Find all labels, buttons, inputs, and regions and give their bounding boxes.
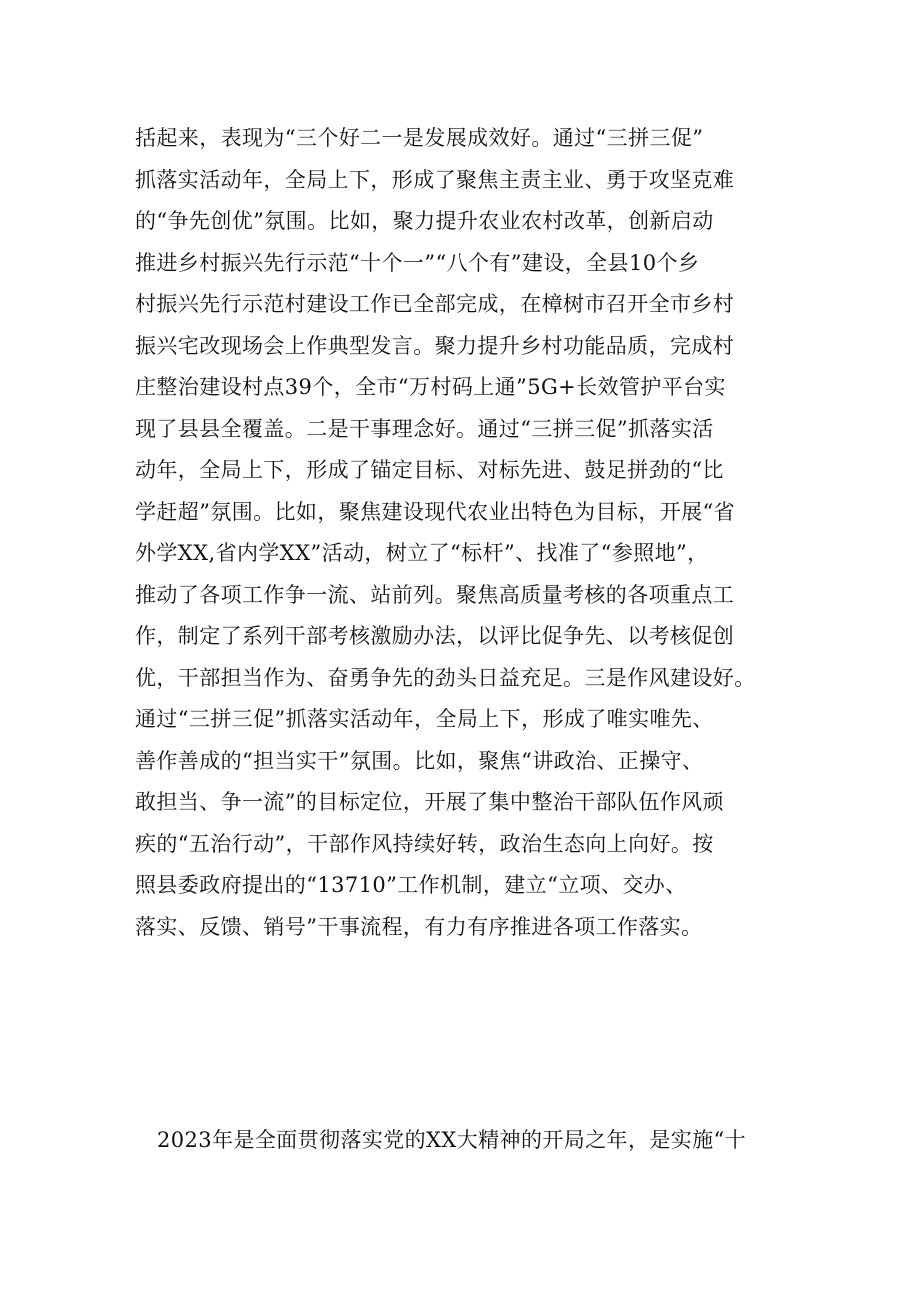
text-line: 作，制定了系列干部考核激励办法，以评比促争先、以考核促创 — [135, 624, 735, 648]
text-line: 敢担当、争一流”的目标定位，开展了集中整治干部队伍作风顽 — [135, 790, 724, 814]
text-line: 外学XX,省内学XX”活动，树立了“标杆”、找准了“参照地”， — [135, 541, 709, 565]
text-line: 括起来，表现为“三个好二一是发展成效好。通过“三拼三促” — [135, 126, 704, 150]
text-line: 通过“三拼三促”抓落实活动年，全局上下，形成了唯实唯先、 — [135, 707, 714, 731]
text-line: 照县委政府提出的“13710”工作机制，建立“立项、交办、 — [135, 873, 687, 897]
body-paragraph — [135, 118, 785, 948]
text-line: 振兴宅改现场会上作典型发言。聚力提升乡村功能品质，完成村 — [135, 333, 735, 358]
text-line: 优，干部担当作为、奋勇争先的劲头日益充足。三是作风建设好。 — [135, 665, 756, 690]
text-line: 善作善成的“担当实干”氛围。比如，聚焦“讲政治、正操守、 — [135, 748, 704, 773]
text-line: 2023年是全面贯彻落实党的XX大精神的开局之年，是实施“十 — [157, 1128, 747, 1152]
text-line: 推动了各项工作争一流、站前列。聚焦高质量考核的各项重点工 — [135, 582, 735, 607]
text-line: 疾的“五治行动”，干部作风持续好转，政治生态向上向好。按 — [135, 831, 714, 856]
text-line: 学赶超”氛围。比如，聚焦建设现代农业出特色为目标，开展“省 — [135, 499, 736, 524]
text-line: 现了县县全覆盖。二是干事理念好。通过“三拼三促”抓落实活 — [135, 416, 714, 441]
text-line: 动年，全局上下，形成了锚定目标、对标先进、鼓足拼劲的“比 — [135, 458, 724, 482]
text-line: 的“争先创优”氛围。比如，聚力提升农业农村改革，创新启动 — [135, 209, 714, 233]
text-line: 落实、反馈、销号”干事流程，有力有序推进各项工作落实。 — [135, 914, 703, 939]
body-paragraph — [135, 1120, 785, 1162]
text-line: 抓落实活动年，全局上下，形成了聚焦主责主业、勇于攻坚克难 — [135, 167, 735, 192]
text-line: 村振兴先行示范村建设工作已全部完成，在樟树市召开全市乡村 — [135, 292, 735, 316]
text-line: 推进乡村振兴先行示范“十个一”“八个有”建设，全县10个乡 — [135, 250, 700, 275]
text-line: 庄整治建设村点39个，全市“万村码上通”5G+长效管护平台实 — [135, 375, 726, 399]
